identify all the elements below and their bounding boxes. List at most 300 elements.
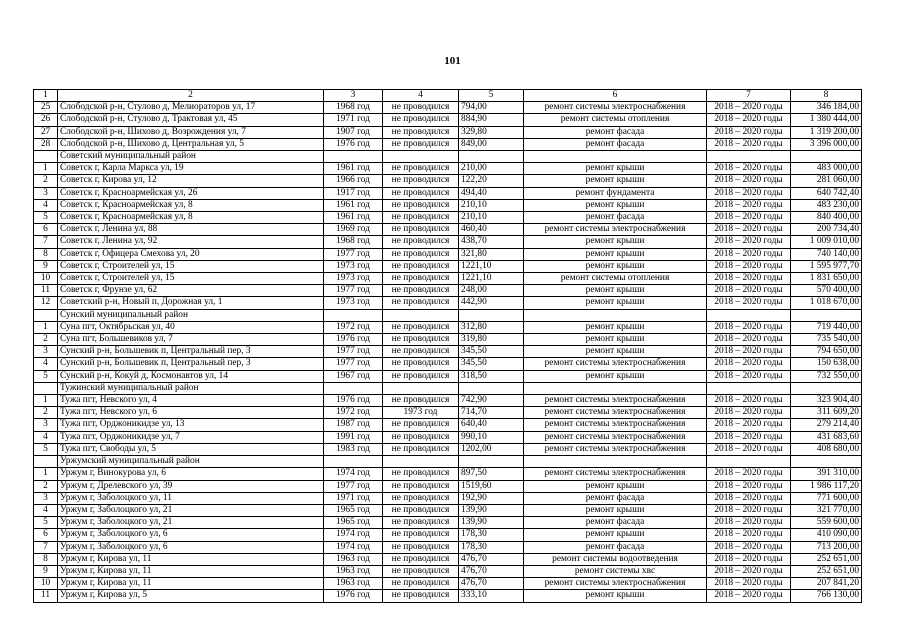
row-number-cell: 3 (34, 492, 58, 504)
repair-register-table (33, 89, 862, 603)
last-repair-cell: не проводился (383, 370, 459, 382)
cost-cell: 719 440,00 (791, 321, 862, 333)
period-cell: 2018 – 2020 годы (707, 126, 791, 138)
period-cell: 2018 – 2020 годы (707, 346, 791, 358)
build-year-cell: 1968 год (324, 236, 383, 248)
district-blank-cell (524, 382, 707, 394)
row-number-cell: 5 (34, 370, 58, 382)
cost-cell: 252 651,00 (791, 565, 862, 577)
work-type-cell: ремонт крыши (524, 590, 707, 602)
area-cell: 849,00 (459, 138, 524, 150)
period-cell: 2018 – 2020 годы (707, 443, 791, 455)
table-row (34, 431, 862, 443)
address-cell: Советск г, Карла Маркса ул, 19 (58, 163, 324, 175)
last-repair-cell: не проводился (383, 102, 459, 114)
period-cell: 2018 – 2020 годы (707, 407, 791, 419)
build-year-cell: 1961 год (324, 163, 383, 175)
work-type-cell: ремонт системы отопления (524, 114, 707, 126)
district-blank-cell (707, 309, 791, 321)
last-repair-cell: не проводился (383, 163, 459, 175)
row-number-cell: 2 (34, 480, 58, 492)
cost-cell: 1 009 010,00 (791, 236, 862, 248)
work-type-cell: ремонт системы электроснабжения (524, 431, 707, 443)
build-year-cell: 1987 год (324, 419, 383, 431)
area-cell: 139,90 (459, 504, 524, 516)
area-cell: 333,10 (459, 590, 524, 602)
area-cell: 321,80 (459, 248, 524, 260)
last-repair-cell: не проводился (383, 565, 459, 577)
address-cell: Тужа пгт, Орджоникидзе ул, 13 (58, 419, 324, 431)
build-year-cell: 1971 год (324, 492, 383, 504)
page-number: 101 (444, 55, 461, 67)
district-blank-cell (791, 309, 862, 321)
period-cell: 2018 – 2020 годы (707, 285, 791, 297)
work-type-cell: ремонт системы электроснабжения (524, 578, 707, 590)
last-repair-cell: не проводился (383, 199, 459, 211)
address-cell: Советск г, Красноармейская ул, 8 (58, 212, 324, 224)
work-type-cell: ремонт крыши (524, 529, 707, 541)
cost-cell: 431 683,60 (791, 431, 862, 443)
last-repair-cell: не проводился (383, 212, 459, 224)
work-type-cell: ремонт системы электроснабжения (524, 468, 707, 480)
row-number-cell: 8 (34, 553, 58, 565)
work-type-cell: ремонт системы хвс (524, 565, 707, 577)
table-row (34, 590, 862, 602)
build-year-cell: 1966 год (324, 175, 383, 187)
work-type-cell: ремонт крыши (524, 163, 707, 175)
district-blank-cell (791, 151, 862, 163)
work-type-cell: ремонт крыши (524, 504, 707, 516)
table-row (34, 260, 862, 272)
row-number-cell: 1 (34, 395, 58, 407)
period-cell: 2018 – 2020 годы (707, 163, 791, 175)
address-cell: Уржум г, Заболоцкого ул, 21 (58, 504, 324, 516)
district-blank-cell (524, 151, 707, 163)
cost-cell: 483 230,00 (791, 199, 862, 211)
cost-cell: 771 600,00 (791, 492, 862, 504)
address-cell: Слободской р-н, Шихово д, Центральная ул, 5 (58, 138, 324, 150)
period-cell: 2018 – 2020 годы (707, 590, 791, 602)
table-row (34, 578, 862, 590)
area-cell: 438,70 (459, 236, 524, 248)
cost-cell: 346 184,00 (791, 102, 862, 114)
table-row (34, 419, 862, 431)
last-repair-cell: не проводился (383, 529, 459, 541)
cost-cell: 323 904,40 (791, 395, 862, 407)
area-cell: 1202,00 (459, 443, 524, 455)
area-cell: 476,70 (459, 553, 524, 565)
district-header-row (34, 151, 862, 163)
address-cell: Уржум г, Винокурова ул, 6 (58, 468, 324, 480)
period-cell: 2018 – 2020 годы (707, 541, 791, 553)
build-year-cell: 1971 год (324, 114, 383, 126)
district-blank-cell (791, 382, 862, 394)
header-cell: 3 (324, 90, 383, 102)
last-repair-cell: не проводился (383, 590, 459, 602)
district-header-row (34, 309, 862, 321)
last-repair-cell: не проводился (383, 260, 459, 272)
area-cell: 178,30 (459, 529, 524, 541)
last-repair-cell: не проводился (383, 517, 459, 529)
cost-cell: 279 214,40 (791, 419, 862, 431)
last-repair-cell: не проводился (383, 126, 459, 138)
address-cell: Тужа пгт, Орджоникидзе ул, 7 (58, 431, 324, 443)
period-cell: 2018 – 2020 годы (707, 517, 791, 529)
district-blank-cell (459, 382, 524, 394)
table-row (34, 358, 862, 370)
address-cell: Уржум г, Кирова ул, 11 (58, 578, 324, 590)
area-cell: 248,00 (459, 285, 524, 297)
cost-cell: 207 841,20 (791, 578, 862, 590)
period-cell: 2018 – 2020 годы (707, 468, 791, 480)
district-blank-cell (524, 456, 707, 468)
district-blank-cell (383, 309, 459, 321)
area-cell: 742,90 (459, 395, 524, 407)
area-cell: 476,70 (459, 565, 524, 577)
last-repair-cell: не проводился (383, 175, 459, 187)
build-year-cell: 1965 год (324, 504, 383, 516)
address-cell: Советск г, Фрунзе ул, 62 (58, 285, 324, 297)
last-repair-cell: не проводился (383, 248, 459, 260)
work-type-cell: ремонт крыши (524, 260, 707, 272)
area-cell: 312,80 (459, 321, 524, 333)
address-cell: Суна пгт, Октябрьская ул, 40 (58, 321, 324, 333)
build-year-cell: 1976 год (324, 138, 383, 150)
row-number-cell: 4 (34, 358, 58, 370)
row-number-cell: 10 (34, 578, 58, 590)
address-cell: Советск г, Ленина ул, 92 (58, 236, 324, 248)
row-number-cell: 7 (34, 541, 58, 553)
build-year-cell: 1961 год (324, 199, 383, 211)
last-repair-cell: не проводился (383, 114, 459, 126)
row-number-cell: 1 (34, 468, 58, 480)
row-number-cell: 9 (34, 260, 58, 272)
table-row (34, 346, 862, 358)
area-cell: 1519,60 (459, 480, 524, 492)
table-row (34, 114, 862, 126)
cost-cell: 200 734,40 (791, 224, 862, 236)
district-blank-cell (34, 151, 58, 163)
table-row (34, 334, 862, 346)
cost-cell: 1 831 650,00 (791, 273, 862, 285)
row-number-cell: 8 (34, 248, 58, 260)
district-blank-cell (34, 382, 58, 394)
row-number-cell: 28 (34, 138, 58, 150)
row-number-cell: 5 (34, 212, 58, 224)
work-type-cell: ремонт фундамента (524, 187, 707, 199)
build-year-cell: 1963 год (324, 565, 383, 577)
build-year-cell: 1974 год (324, 529, 383, 541)
build-year-cell: 1976 год (324, 334, 383, 346)
address-cell: Сунский р-н, Кокуй д, Космонавтов ул, 14 (58, 370, 324, 382)
period-cell: 2018 – 2020 годы (707, 236, 791, 248)
last-repair-cell: не проводился (383, 236, 459, 248)
cost-cell: 640 742,40 (791, 187, 862, 199)
build-year-cell: 1977 год (324, 480, 383, 492)
build-year-cell: 1917 год (324, 187, 383, 199)
table-row (34, 163, 862, 175)
cost-cell: 735 540,00 (791, 334, 862, 346)
area-cell: 714,70 (459, 407, 524, 419)
build-year-cell: 1967 год (324, 370, 383, 382)
district-blank-cell (383, 382, 459, 394)
area-cell: 1221,10 (459, 260, 524, 272)
period-cell: 2018 – 2020 годы (707, 553, 791, 565)
period-cell: 2018 – 2020 годы (707, 321, 791, 333)
header-cell: 4 (383, 90, 459, 102)
work-type-cell: ремонт фасада (524, 138, 707, 150)
build-year-cell: 1963 год (324, 553, 383, 565)
build-year-cell: 1972 год (324, 407, 383, 419)
period-cell: 2018 – 2020 годы (707, 419, 791, 431)
district-blank-cell (383, 151, 459, 163)
cost-cell: 713 200,00 (791, 541, 862, 553)
period-cell: 2018 – 2020 годы (707, 504, 791, 516)
last-repair-cell: не проводился (383, 395, 459, 407)
table-row (34, 321, 862, 333)
row-number-cell: 4 (34, 431, 58, 443)
last-repair-cell: не проводился (383, 578, 459, 590)
table-row (34, 248, 862, 260)
table-row (34, 102, 862, 114)
period-cell: 2018 – 2020 годы (707, 224, 791, 236)
cost-cell: 794 650,00 (791, 346, 862, 358)
row-number-cell: 3 (34, 187, 58, 199)
period-cell: 2018 – 2020 годы (707, 212, 791, 224)
cost-cell: 766 130,00 (791, 590, 862, 602)
row-number-cell: 6 (34, 529, 58, 541)
last-repair-cell: не проводился (383, 187, 459, 199)
cost-cell: 732 550,00 (791, 370, 862, 382)
work-type-cell: ремонт системы электроснабжения (524, 419, 707, 431)
build-year-cell: 1968 год (324, 102, 383, 114)
row-number-cell: 11 (34, 285, 58, 297)
period-cell: 2018 – 2020 годы (707, 102, 791, 114)
period-cell: 2018 – 2020 годы (707, 138, 791, 150)
build-year-cell: 1973 год (324, 297, 383, 309)
address-cell: Слободской р-н, Стулово д, Трактовая ул, 45 (58, 114, 324, 126)
address-cell: Тужа пгт, Невского ул, 6 (58, 407, 324, 419)
district-blank-cell (791, 456, 862, 468)
cost-cell: 1 018 670,00 (791, 297, 862, 309)
build-year-cell: 1963 год (324, 578, 383, 590)
table-row (34, 553, 862, 565)
cost-cell: 483 000,00 (791, 163, 862, 175)
address-cell: Сунский р-н, Большевик п, Центральный пер, 3 (58, 358, 324, 370)
area-cell: 460,40 (459, 224, 524, 236)
area-cell: 640,40 (459, 419, 524, 431)
build-year-cell: 1973 год (324, 260, 383, 272)
district-blank-cell (34, 309, 58, 321)
work-type-cell: ремонт крыши (524, 236, 707, 248)
build-year-cell: 1974 год (324, 468, 383, 480)
build-year-cell: 1991 год (324, 431, 383, 443)
district-name: Советский муниципальный район (58, 151, 324, 163)
last-repair-cell: не проводился (383, 541, 459, 553)
cost-cell: 321 770,00 (791, 504, 862, 516)
work-type-cell: ремонт крыши (524, 346, 707, 358)
table-row (34, 285, 862, 297)
header-cell: 5 (459, 90, 524, 102)
row-number-cell: 11 (34, 590, 58, 602)
area-cell: 476,70 (459, 578, 524, 590)
table-row (34, 175, 862, 187)
district-blank-cell (34, 456, 58, 468)
period-cell: 2018 – 2020 годы (707, 370, 791, 382)
cost-cell: 570 400,00 (791, 285, 862, 297)
row-number-cell: 4 (34, 199, 58, 211)
period-cell: 2018 – 2020 годы (707, 358, 791, 370)
district-blank-cell (324, 151, 383, 163)
period-cell: 2018 – 2020 годы (707, 578, 791, 590)
header-cell: 1 (34, 90, 58, 102)
table-row (34, 297, 862, 309)
area-cell: 990,10 (459, 431, 524, 443)
work-type-cell: ремонт фасада (524, 126, 707, 138)
work-type-cell: ремонт системы электроснабжения (524, 395, 707, 407)
cost-cell: 410 090,00 (791, 529, 862, 541)
last-repair-cell: не проводился (383, 504, 459, 516)
address-cell: Советск г, Кирова ул, 12 (58, 175, 324, 187)
work-type-cell: ремонт системы водоотведения (524, 553, 707, 565)
address-cell: Слободской р-н, Шихово д, Возрождения ул, 7 (58, 126, 324, 138)
last-repair-cell: не проводился (383, 358, 459, 370)
row-number-cell: 5 (34, 443, 58, 455)
row-number-cell: 2 (34, 175, 58, 187)
work-type-cell: ремонт крыши (524, 321, 707, 333)
work-type-cell: ремонт фасада (524, 517, 707, 529)
table-row (34, 187, 862, 199)
address-cell: Советск г, Офицера Смехова ул, 20 (58, 248, 324, 260)
area-cell: 192,90 (459, 492, 524, 504)
work-type-cell: ремонт системы электроснабжения (524, 224, 707, 236)
cost-cell: 840 400,00 (791, 212, 862, 224)
area-cell: 122,20 (459, 175, 524, 187)
work-type-cell: ремонт крыши (524, 248, 707, 260)
last-repair-cell: не проводился (383, 297, 459, 309)
area-cell: 210,10 (459, 199, 524, 211)
cost-cell: 311 609,20 (791, 407, 862, 419)
address-cell: Советск г, Ленина ул, 88 (58, 224, 324, 236)
last-repair-cell: не проводился (383, 492, 459, 504)
build-year-cell: 1976 год (324, 395, 383, 407)
build-year-cell: 1907 год (324, 126, 383, 138)
work-type-cell: ремонт фасада (524, 541, 707, 553)
period-cell: 2018 – 2020 годы (707, 199, 791, 211)
table-row (34, 224, 862, 236)
row-number-cell: 2 (34, 407, 58, 419)
area-cell: 319,80 (459, 334, 524, 346)
last-repair-cell: не проводился (383, 224, 459, 236)
address-cell: Уржум г, Заболоцкого ул, 6 (58, 541, 324, 553)
work-type-cell: ремонт крыши (524, 199, 707, 211)
work-type-cell: ремонт системы отопления (524, 273, 707, 285)
work-type-cell: ремонт системы электроснабжения (524, 407, 707, 419)
last-repair-cell: не проводился (383, 285, 459, 297)
area-cell: 329,80 (459, 126, 524, 138)
last-repair-cell: не проводился (383, 443, 459, 455)
period-cell: 2018 – 2020 годы (707, 297, 791, 309)
period-cell: 2018 – 2020 годы (707, 565, 791, 577)
row-number-cell: 25 (34, 102, 58, 114)
address-cell: Тужа пгт, Невского ул, 4 (58, 395, 324, 407)
area-cell: 884,90 (459, 114, 524, 126)
area-cell: 494,40 (459, 187, 524, 199)
row-number-cell: 5 (34, 517, 58, 529)
address-cell: Суна пгт, Большевиков ул, 7 (58, 334, 324, 346)
area-cell: 318,50 (459, 370, 524, 382)
build-year-cell: 1974 год (324, 541, 383, 553)
table-row (34, 492, 862, 504)
last-repair-cell: не проводился (383, 553, 459, 565)
table-header-row (34, 90, 862, 102)
cost-cell: 1 380 444,00 (791, 114, 862, 126)
table-row (34, 565, 862, 577)
work-type-cell: ремонт фасада (524, 492, 707, 504)
work-type-cell: ремонт системы электроснабжения (524, 102, 707, 114)
district-header-row (34, 382, 862, 394)
row-number-cell: 6 (34, 224, 58, 236)
table-row (34, 395, 862, 407)
cost-cell: 391 310,00 (791, 468, 862, 480)
area-cell: 139,90 (459, 517, 524, 529)
district-blank-cell (524, 309, 707, 321)
work-type-cell: ремонт крыши (524, 175, 707, 187)
district-name: Сунский муниципальный район (58, 309, 324, 321)
address-cell: Сунский р-н, Большевик п, Центральный пер, 3 (58, 346, 324, 358)
row-number-cell: 3 (34, 346, 58, 358)
period-cell: 2018 – 2020 годы (707, 395, 791, 407)
table-row (34, 407, 862, 419)
area-cell: 1221,10 (459, 273, 524, 285)
build-year-cell: 1965 год (324, 517, 383, 529)
header-cell: 8 (791, 90, 862, 102)
period-cell: 2018 – 2020 годы (707, 260, 791, 272)
row-number-cell: 27 (34, 126, 58, 138)
district-name: Тужинский муниципальный район (58, 382, 324, 394)
period-cell: 2018 – 2020 годы (707, 273, 791, 285)
last-repair-cell: не проводился (383, 334, 459, 346)
address-cell: Советск г, Строителей ул, 15 (58, 260, 324, 272)
header-cell: 6 (524, 90, 707, 102)
district-blank-cell (459, 456, 524, 468)
work-type-cell: ремонт крыши (524, 480, 707, 492)
period-cell: 2018 – 2020 годы (707, 114, 791, 126)
period-cell: 2018 – 2020 годы (707, 334, 791, 346)
address-cell: Уржум г, Заболоцкого ул, 11 (58, 492, 324, 504)
table-row (34, 468, 862, 480)
row-number-cell: 2 (34, 334, 58, 346)
table-row (34, 273, 862, 285)
row-number-cell: 10 (34, 273, 58, 285)
address-cell: Уржум г, Кирова ул, 11 (58, 565, 324, 577)
build-year-cell: 1977 год (324, 358, 383, 370)
build-year-cell: 1977 год (324, 346, 383, 358)
table-row (34, 138, 862, 150)
build-year-cell: 1976 год (324, 590, 383, 602)
last-repair-cell: не проводился (383, 138, 459, 150)
area-cell: 442,90 (459, 297, 524, 309)
build-year-cell: 1983 год (324, 443, 383, 455)
work-type-cell: ремонт крыши (524, 285, 707, 297)
cost-cell: 281 060,00 (791, 175, 862, 187)
district-blank-cell (324, 382, 383, 394)
address-cell: Тужа пгт, Свободы ул, 5 (58, 443, 324, 455)
last-repair-cell: 1973 год (383, 407, 459, 419)
work-type-cell: ремонт крыши (524, 370, 707, 382)
cost-cell: 150 638,00 (791, 358, 862, 370)
district-header-row (34, 456, 862, 468)
